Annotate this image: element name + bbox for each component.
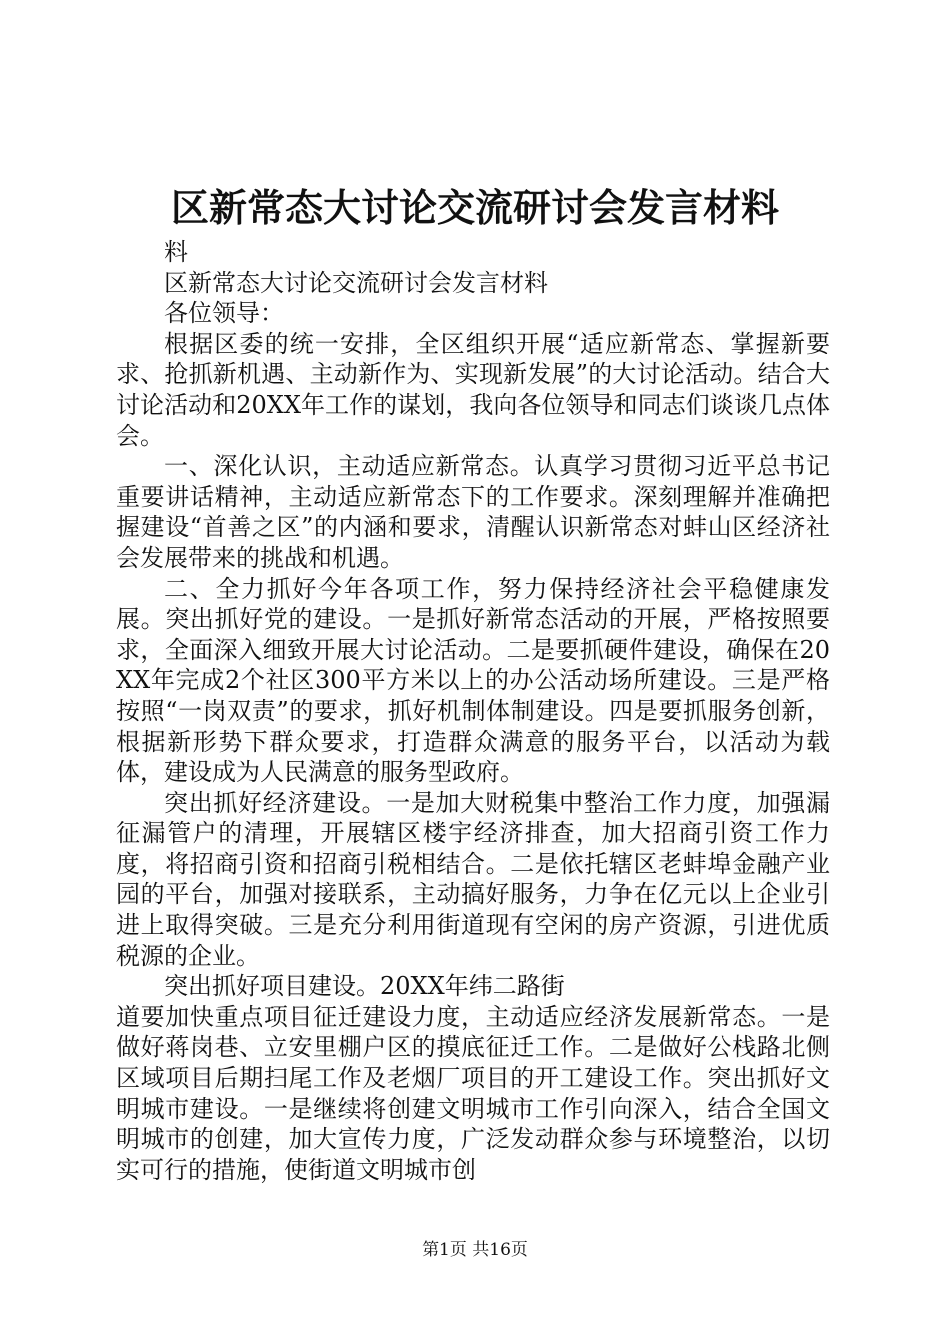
document-body (116, 237, 830, 1185)
document-title: 区新常态大讨论交流研讨会发言材料 (170, 185, 779, 230)
paragraph-salutation: 各位领导： (164, 299, 284, 328)
paragraph-projects-lead: 突出抓好项目建设。20XX年纬二路街 (164, 972, 565, 1001)
page-number-footer: 第1页 共16页 (422, 1240, 528, 1260)
paragraph-subtitle: 区新常态大讨论交流研讨会发言材料 (164, 268, 548, 297)
paragraph-section-2: 二、全力抓好今年各项工作，努力保持经济社会平稳健康发展。突出抓好党的建设。一是抓好新常态活动的开展，严格按照要求，全面深入细致开展大讨论活动。二是要抓硬件建设，确保在20XX年完成2个社区300平方米以上的办公活动场所建设。三是严格按照“一岗双责”的要求，抓好机制体制建设。四是要抓服务创新，根据新形势下群众要求，打造群众满意的服务平台，以活动为载体，建设成为人民满意的服务型政府。 (116, 574, 830, 787)
paragraph-intro: 根据区委的统一安排，全区组织开展“适应新常态、掌握新要求、抢抓新机遇、主动新作为、实现新发展”的大讨论活动。结合大讨论活动和20XX年工作的谋划，我向各位领导和同志们谈谈几点体会。 (116, 329, 830, 450)
paragraph-economy: 突出抓好经济建设。一是加大财税集中整治工作力度，加强漏征漏管户的清理，开展辖区楼宇经济排查，加大招商引资工作力度，将招商引资和招商引税相结合。二是依托辖区老蚌埠金融产业园的平台，加强对接联系，主动搞好服务，力争在亿元以上企业引进上取得突破。三是充分利用街道现有空闲的房产资源，引进优质税源的企业。 (116, 788, 830, 970)
paragraph-projects-body: 道要加快重点项目征迁建设力度，主动适应经济发展新常态。一是做好蒋岗巷、立安里棚户区的摸底征迁工作。二是做好公栈路北侧区域项目后期扫尾工作及老烟厂项目的开工建设工作。突出抓好文明城市建设。一是继续将创建文明城市工作引向深入，结合全国文明城市的创建，加大宣传力度，广泛发动群众参与环境整治，以切实可行的措施，使街道文明城市创 (116, 1002, 830, 1184)
paragraph-fragment: 料 (164, 238, 188, 266)
paragraph-section-1: 一、深化认识，主动适应新常态。认真学习贯彻习近平总书记重要讲话精神，主动适应新常态下的工作要求。深刻理解并准确把握建设“首善之区”的内涵和要求，清醒认识新常态对蚌山区经济社会发展带来的挑战和机遇。 (116, 452, 830, 572)
